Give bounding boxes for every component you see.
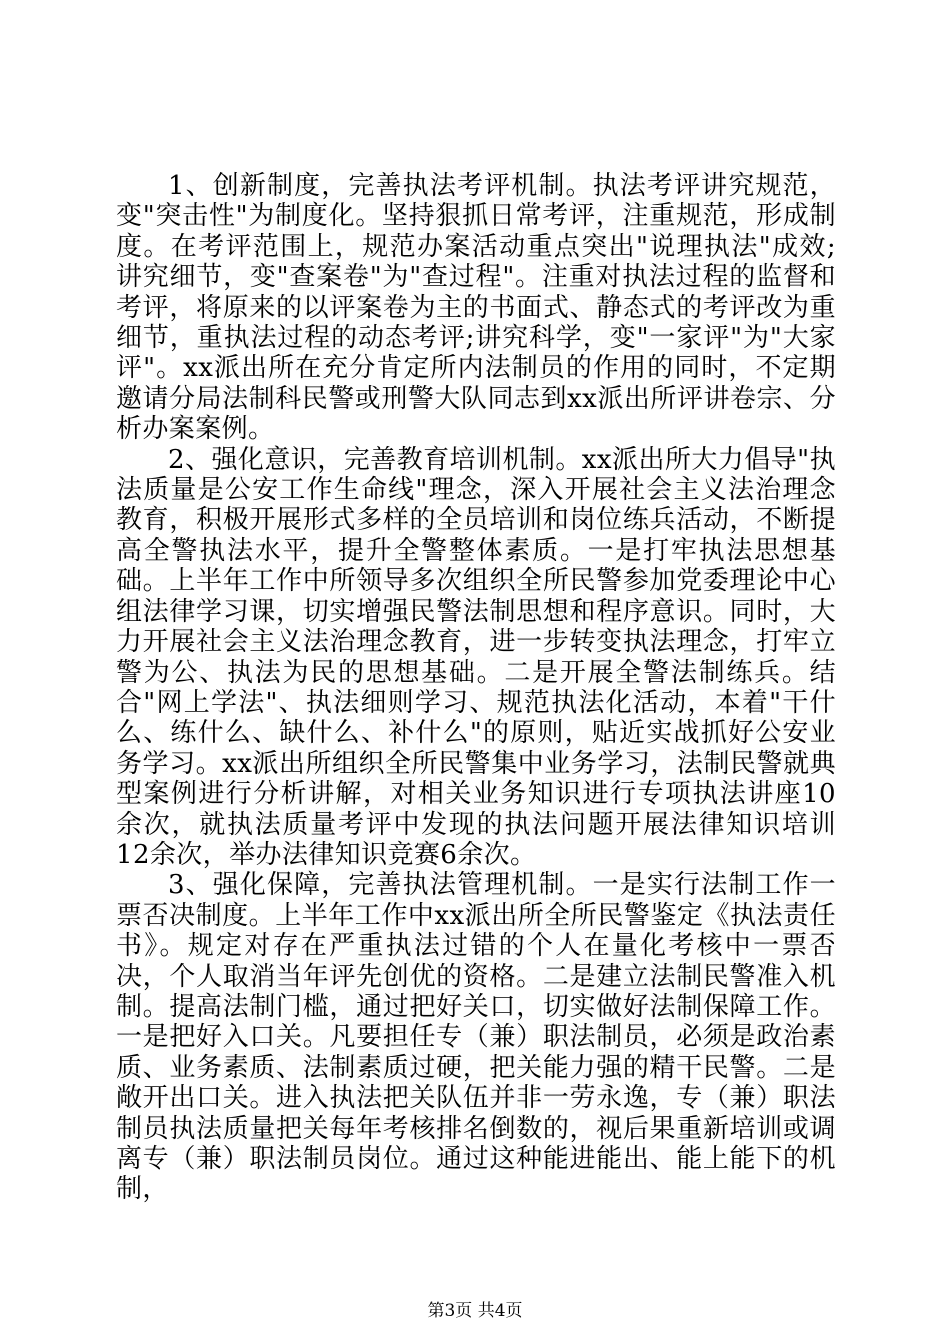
document-body (116, 171, 836, 1205)
page-number-label: 第3页 共4页 (427, 1301, 523, 1321)
paragraph-3: 3、强化保障，完善执法管理机制。一是实行法制工作一票否决制度。上半年工作中xx派出所全所民警鉴定《执法责任书》。规定对存在严重执法过错的个人在量化考核中一票否决，个人取消当年评先创优的资格。二是建立法制民警准入机制。提高法制门槛，通过把好关口，切实做好法制保障工作。一是把好入口关。凡要担任专（兼）职法制员，必须是政治素质、业务素质、法制素质过硬，把关能力强的精干民警。二是敞开出口关。进入执法把关队伍并非一劳永逸，专（兼）职法制员执法质量把关每年考核排名倒数的，视后果重新培训或调离专（兼）职法制员岗位。通过这种能进能出、能上能下的机制， (116, 870, 836, 1205)
page-footer (0, 1296, 950, 1321)
paragraph-2: 2、强化意识，完善教育培训机制。xx派出所大力倡导"执法质量是公安工作生命线"理念，深入开展社会主义法治理念教育，积极开展形式多样的全员培训和岗位练兵活动，不断提高全警执法水平，提升全警整体素质。一是打牢执法思想基础。上半年工作中所领导多次组织全所民警参加党委理论中心组法律学习课，切实增强民警法制思想和程序意识。同时，大力开展社会主义法治理念教育，进一步转变执法理念，打牢立警为公、执法为民的思想基础。二是开展全警法制练兵。结合"网上学法"、执法细则学习、规范执法化活动，本着"干什么、练什么、缺什么、补什么"的原则，贴近实战抓好公安业务学习。xx派出所组织全所民警集中业务学习，法制民警就典型案例进行分析讲解，对相关业务知识进行专项执法讲座10余次，就执法质量考评中发现的执法问题开展法律知识培训12余次，举办法律知识竞赛6余次。 (116, 444, 836, 870)
paragraph-1: 1、创新制度，完善执法考评机制。执法考评讲究规范，变"突击性"为制度化。坚持狠抓日常考评，注重规范，形成制度。在考评范围上，规范办案活动重点突出"说理执法"成效;讲究细节，变"查案卷"为"查过程"。注重对执法过程的监督和考评，将原来的以评案卷为主的书面式、静态式的考评改为重细节，重执法过程的动态考评;讲究科学，变"一家评"为"大家评"。xx派出所在充分肯定所内法制员的作用的同时，不定期邀请分局法制科民警或刑警大队同志到xx派出所评讲卷宗、分析办案案例。 (116, 171, 836, 445)
